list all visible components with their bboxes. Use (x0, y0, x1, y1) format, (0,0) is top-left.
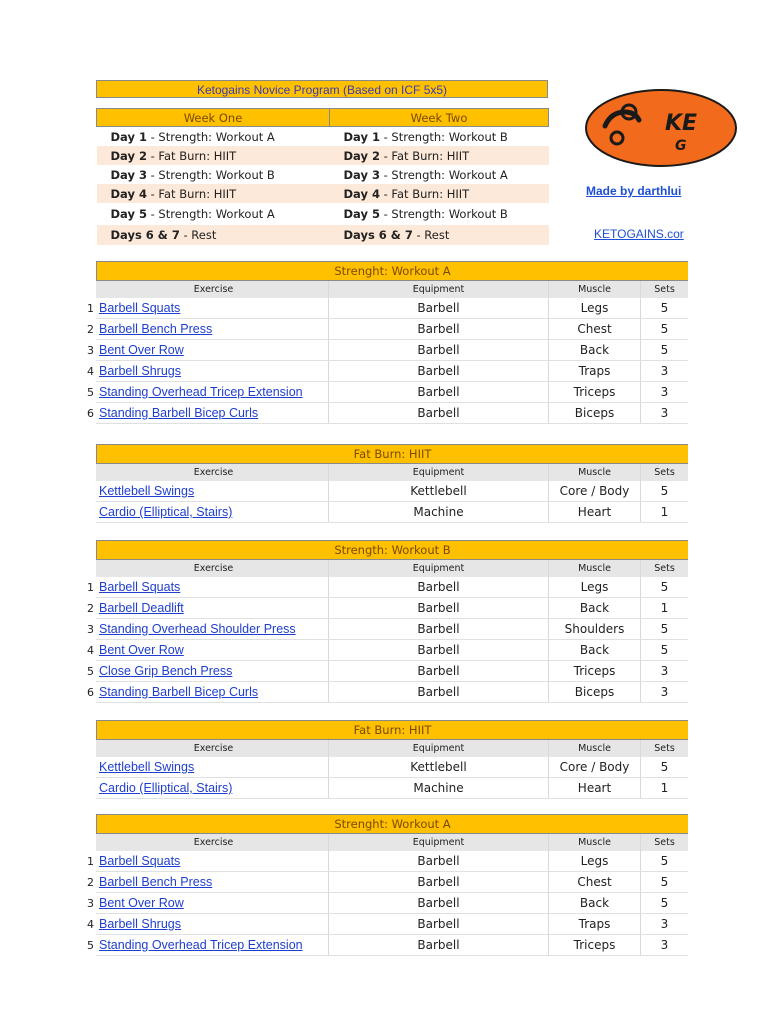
sets-cell: 5 (640, 619, 688, 639)
sets-cell: 1 (640, 778, 688, 798)
exercise-cell (96, 403, 328, 423)
row-number: 3 (87, 344, 94, 357)
muscle-cell: Legs (548, 577, 640, 597)
exercise-row (87, 403, 688, 424)
row-number: 5 (87, 665, 94, 678)
exercise-cell (96, 298, 328, 318)
row-number: 2 (87, 876, 94, 889)
program-title: Ketogains Novice Program (Based on ICF 5x5) (96, 80, 548, 98)
exercise-cell (96, 319, 328, 339)
exercise-row (87, 319, 688, 340)
exercise-row (96, 757, 688, 778)
muscle-column-header: Muscle (548, 834, 640, 851)
sets-cell: 3 (640, 914, 688, 934)
exercise-cell (96, 577, 328, 597)
muscle-cell: Biceps (548, 403, 640, 423)
schedule-row (97, 225, 549, 245)
week-schedule-table (96, 108, 549, 245)
exercise-row (87, 598, 688, 619)
exercise-cell (96, 893, 328, 913)
row-number: 5 (87, 386, 94, 399)
exercise-link[interactable]: Standing Overhead Tricep Extension (99, 938, 303, 952)
exercise-row (87, 872, 688, 893)
row-number: 1 (87, 581, 94, 594)
exercise-link[interactable]: Barbell Shrugs (99, 917, 181, 931)
equipment-cell: Barbell (328, 382, 548, 402)
schedule-row (97, 127, 549, 147)
row-number: 6 (87, 407, 94, 420)
exercise-link[interactable]: Cardio (Elliptical, Stairs) (99, 781, 233, 795)
exercise-link[interactable]: Standing Overhead Shoulder Press (99, 622, 296, 636)
equipment-cell: Kettlebell (328, 481, 548, 501)
equipment-cell: Barbell (328, 682, 548, 702)
muscle-column-header: Muscle (548, 281, 640, 298)
column-header-row (96, 464, 688, 481)
exercise-link[interactable]: Barbell Squats (99, 301, 181, 315)
muscle-cell: Heart (548, 778, 640, 798)
equipment-cell: Barbell (328, 851, 548, 871)
exercise-row (87, 298, 688, 319)
exercise-row (87, 640, 688, 661)
made-by-link[interactable]: Made by darthlui (586, 184, 682, 198)
exercise-link[interactable]: Barbell Deadlift (99, 601, 184, 615)
column-header-row (96, 834, 688, 851)
exercise-cell (96, 640, 328, 660)
exercise-row (96, 481, 688, 502)
equipment-cell: Barbell (328, 893, 548, 913)
exercise-cell (96, 682, 328, 702)
workout-title: Strenght: Workout A (96, 261, 688, 281)
workout-title: Fat Burn: HIIT (96, 720, 688, 740)
workout-table (87, 261, 688, 424)
exercise-cell (96, 481, 328, 501)
sets-cell: 5 (640, 577, 688, 597)
equipment-column-header: Equipment (328, 281, 548, 298)
sets-cell: 1 (640, 598, 688, 618)
column-header-row (96, 560, 688, 577)
equipment-cell: Barbell (328, 403, 548, 423)
exercise-column-header: Exercise (193, 743, 234, 754)
muscle-cell: Back (548, 640, 640, 660)
schedule-cell: Day 5 - Strength: Workout A (110, 207, 275, 221)
sets-cell: 3 (640, 382, 688, 402)
sets-cell: 5 (640, 340, 688, 360)
workout-table (96, 720, 688, 799)
sets-cell: 3 (640, 935, 688, 955)
workout-title: Strength: Workout B (96, 540, 688, 560)
logo-graphic (583, 78, 698, 178)
row-number: 4 (87, 644, 94, 657)
schedule-cell: Day 2 - Fat Burn: HIIT (97, 146, 330, 165)
equipment-cell: Kettlebell (328, 757, 548, 777)
exercise-link[interactable]: Barbell Bench Press (99, 322, 213, 336)
equipment-cell: Machine (328, 502, 548, 522)
equipment-column-header: Equipment (328, 834, 548, 851)
row-number: 4 (87, 918, 94, 931)
column-header-row (96, 281, 688, 298)
schedule-cell: Day 2 - Fat Burn: HIIT (330, 146, 549, 165)
schedule-cell: Day 3 - Strength: Workout A (343, 167, 508, 182)
logo-text-2: G (675, 138, 687, 154)
muscle-cell: Traps (548, 914, 640, 934)
sets-cell: 5 (640, 851, 688, 871)
row-number: 6 (87, 686, 94, 699)
exercise-link[interactable]: Barbell Bench Press (99, 875, 213, 889)
exercise-cell (96, 914, 328, 934)
exercise-link[interactable]: Bent Over Row (99, 343, 184, 357)
schedule-row (97, 184, 549, 203)
row-number: 3 (87, 623, 94, 636)
exercise-cell (96, 851, 328, 871)
exercise-row (87, 577, 688, 598)
muscle-cell: Core / Body (548, 481, 640, 501)
exercise-row (87, 914, 688, 935)
schedule-cell: Day 1 - Strength: Workout A (110, 129, 275, 144)
schedule-row (97, 165, 549, 184)
exercise-row (87, 340, 688, 361)
exercise-cell (96, 778, 328, 798)
exercise-row (87, 619, 688, 640)
sets-cell: 3 (640, 661, 688, 681)
muscle-cell: Biceps (548, 682, 640, 702)
equipment-column-header: Equipment (328, 560, 548, 577)
exercise-link[interactable]: Bent Over Row (99, 896, 184, 910)
exercise-link[interactable]: Cardio (Elliptical, Stairs) (99, 505, 233, 519)
sets-cell: 5 (640, 298, 688, 318)
workout-table (87, 814, 688, 956)
muscle-cell: Back (548, 893, 640, 913)
exercise-cell (96, 382, 328, 402)
sets-cell: 5 (640, 893, 688, 913)
exercise-link[interactable]: Standing Overhead Tricep Extension (99, 385, 303, 399)
muscle-column-header: Muscle (548, 740, 640, 757)
exercise-cell (96, 872, 328, 892)
schedule-cell: Day 4 - Fat Burn: HIIT (330, 184, 549, 203)
workout-title: Strenght: Workout A (96, 814, 688, 834)
sets-cell: 3 (640, 403, 688, 423)
equipment-cell: Barbell (328, 340, 548, 360)
sets-cell: 5 (640, 640, 688, 660)
muscle-column-header: Muscle (548, 464, 640, 481)
muscle-cell: Triceps (548, 382, 640, 402)
muscle-cell: Back (548, 340, 640, 360)
row-number: 5 (87, 939, 94, 952)
exercise-row (87, 935, 688, 956)
sets-column-header: Sets (640, 464, 688, 481)
exercise-link[interactable]: Barbell Squats (99, 854, 181, 868)
exercise-link[interactable]: Barbell Squats (99, 580, 181, 594)
exercise-cell (96, 935, 328, 955)
row-number: 2 (87, 602, 94, 615)
sets-column-header: Sets (640, 281, 688, 298)
row-number: 3 (87, 897, 94, 910)
equipment-column-header: Equipment (328, 464, 548, 481)
muscle-cell: Back (548, 598, 640, 618)
sets-cell: 1 (640, 502, 688, 522)
sets-column-header: Sets (640, 834, 688, 851)
schedule-row (97, 203, 549, 225)
equipment-column-header: Equipment (328, 740, 548, 757)
sets-column-header: Sets (640, 560, 688, 577)
schedule-cell: Day 3 - Strength: Workout B (110, 167, 275, 182)
exercise-cell (96, 661, 328, 681)
exercise-row (87, 682, 688, 703)
exercise-row (87, 661, 688, 682)
ketogains-logo (583, 78, 698, 178)
sets-cell: 3 (640, 682, 688, 702)
muscle-cell: Legs (548, 851, 640, 871)
muscle-cell: Heart (548, 502, 640, 522)
exercise-link[interactable]: Kettlebell Swings (99, 484, 195, 498)
muscle-column-header: Muscle (548, 560, 640, 577)
workout-table (87, 540, 688, 703)
sets-cell: 3 (640, 361, 688, 381)
row-number: 1 (87, 302, 94, 315)
exercise-link[interactable]: Standing Barbell Bicep Curls (99, 685, 259, 699)
schedule-cell: Day 4 - Fat Burn: HIIT (97, 184, 330, 203)
exercise-link[interactable]: Kettlebell Swings (99, 760, 195, 774)
muscle-cell: Legs (548, 298, 640, 318)
exercise-link[interactable]: Bent Over Row (99, 643, 184, 657)
logo-text: KE (665, 111, 698, 136)
equipment-cell: Barbell (328, 319, 548, 339)
sets-cell: 5 (640, 319, 688, 339)
equipment-cell: Barbell (328, 872, 548, 892)
ketogains-site-link[interactable]: KETOGAINS.cor (594, 227, 684, 241)
exercise-link[interactable]: Standing Barbell Bicep Curls (99, 406, 259, 420)
week-one-header: Week One (97, 109, 330, 127)
exercise-column-header: Exercise (193, 284, 234, 295)
schedule-cell: Days 6 & 7 - Rest (330, 225, 549, 245)
exercise-cell (96, 619, 328, 639)
schedule-cell: Days 6 & 7 - Rest (97, 225, 330, 245)
row-number: 1 (87, 855, 94, 868)
sets-column-header: Sets (640, 740, 688, 757)
exercise-column-header: Exercise (193, 837, 234, 848)
equipment-cell: Barbell (328, 935, 548, 955)
muscle-cell: Core / Body (548, 757, 640, 777)
equipment-cell: Barbell (328, 361, 548, 381)
equipment-cell: Machine (328, 778, 548, 798)
schedule-cell: Day 5 - Strength: Workout B (343, 207, 508, 221)
workout-title: Fat Burn: HIIT (96, 444, 688, 464)
equipment-cell: Barbell (328, 619, 548, 639)
schedule-cell: Day 1 - Strength: Workout B (343, 129, 508, 144)
equipment-cell: Barbell (328, 661, 548, 681)
exercise-cell (96, 757, 328, 777)
exercise-row (87, 851, 688, 872)
equipment-cell: Barbell (328, 914, 548, 934)
equipment-cell: Barbell (328, 298, 548, 318)
exercise-link[interactable]: Close Grip Bench Press (99, 664, 233, 678)
muscle-cell: Shoulders (548, 619, 640, 639)
sets-cell: 5 (640, 757, 688, 777)
muscle-cell: Chest (548, 872, 640, 892)
sets-cell: 5 (640, 481, 688, 501)
exercise-row (87, 893, 688, 914)
week-two-header: Week Two (330, 109, 549, 127)
exercise-row (96, 778, 688, 799)
exercise-link[interactable]: Barbell Shrugs (99, 364, 181, 378)
exercise-cell (96, 361, 328, 381)
exercise-cell (96, 340, 328, 360)
exercise-column-header: Exercise (193, 467, 234, 478)
muscle-cell: Triceps (548, 661, 640, 681)
equipment-cell: Barbell (328, 640, 548, 660)
exercise-cell (96, 502, 328, 522)
exercise-row (87, 361, 688, 382)
workout-table (96, 444, 688, 523)
equipment-cell: Barbell (328, 577, 548, 597)
row-number: 4 (87, 365, 94, 378)
muscle-cell: Triceps (548, 935, 640, 955)
equipment-cell: Barbell (328, 598, 548, 618)
muscle-cell: Traps (548, 361, 640, 381)
exercise-column-header: Exercise (193, 563, 234, 574)
exercise-cell (96, 598, 328, 618)
row-number: 2 (87, 323, 94, 336)
exercise-row (87, 382, 688, 403)
column-header-row (96, 740, 688, 757)
muscle-cell: Chest (548, 319, 640, 339)
exercise-row (96, 502, 688, 523)
schedule-row (97, 146, 549, 165)
sets-cell: 5 (640, 872, 688, 892)
